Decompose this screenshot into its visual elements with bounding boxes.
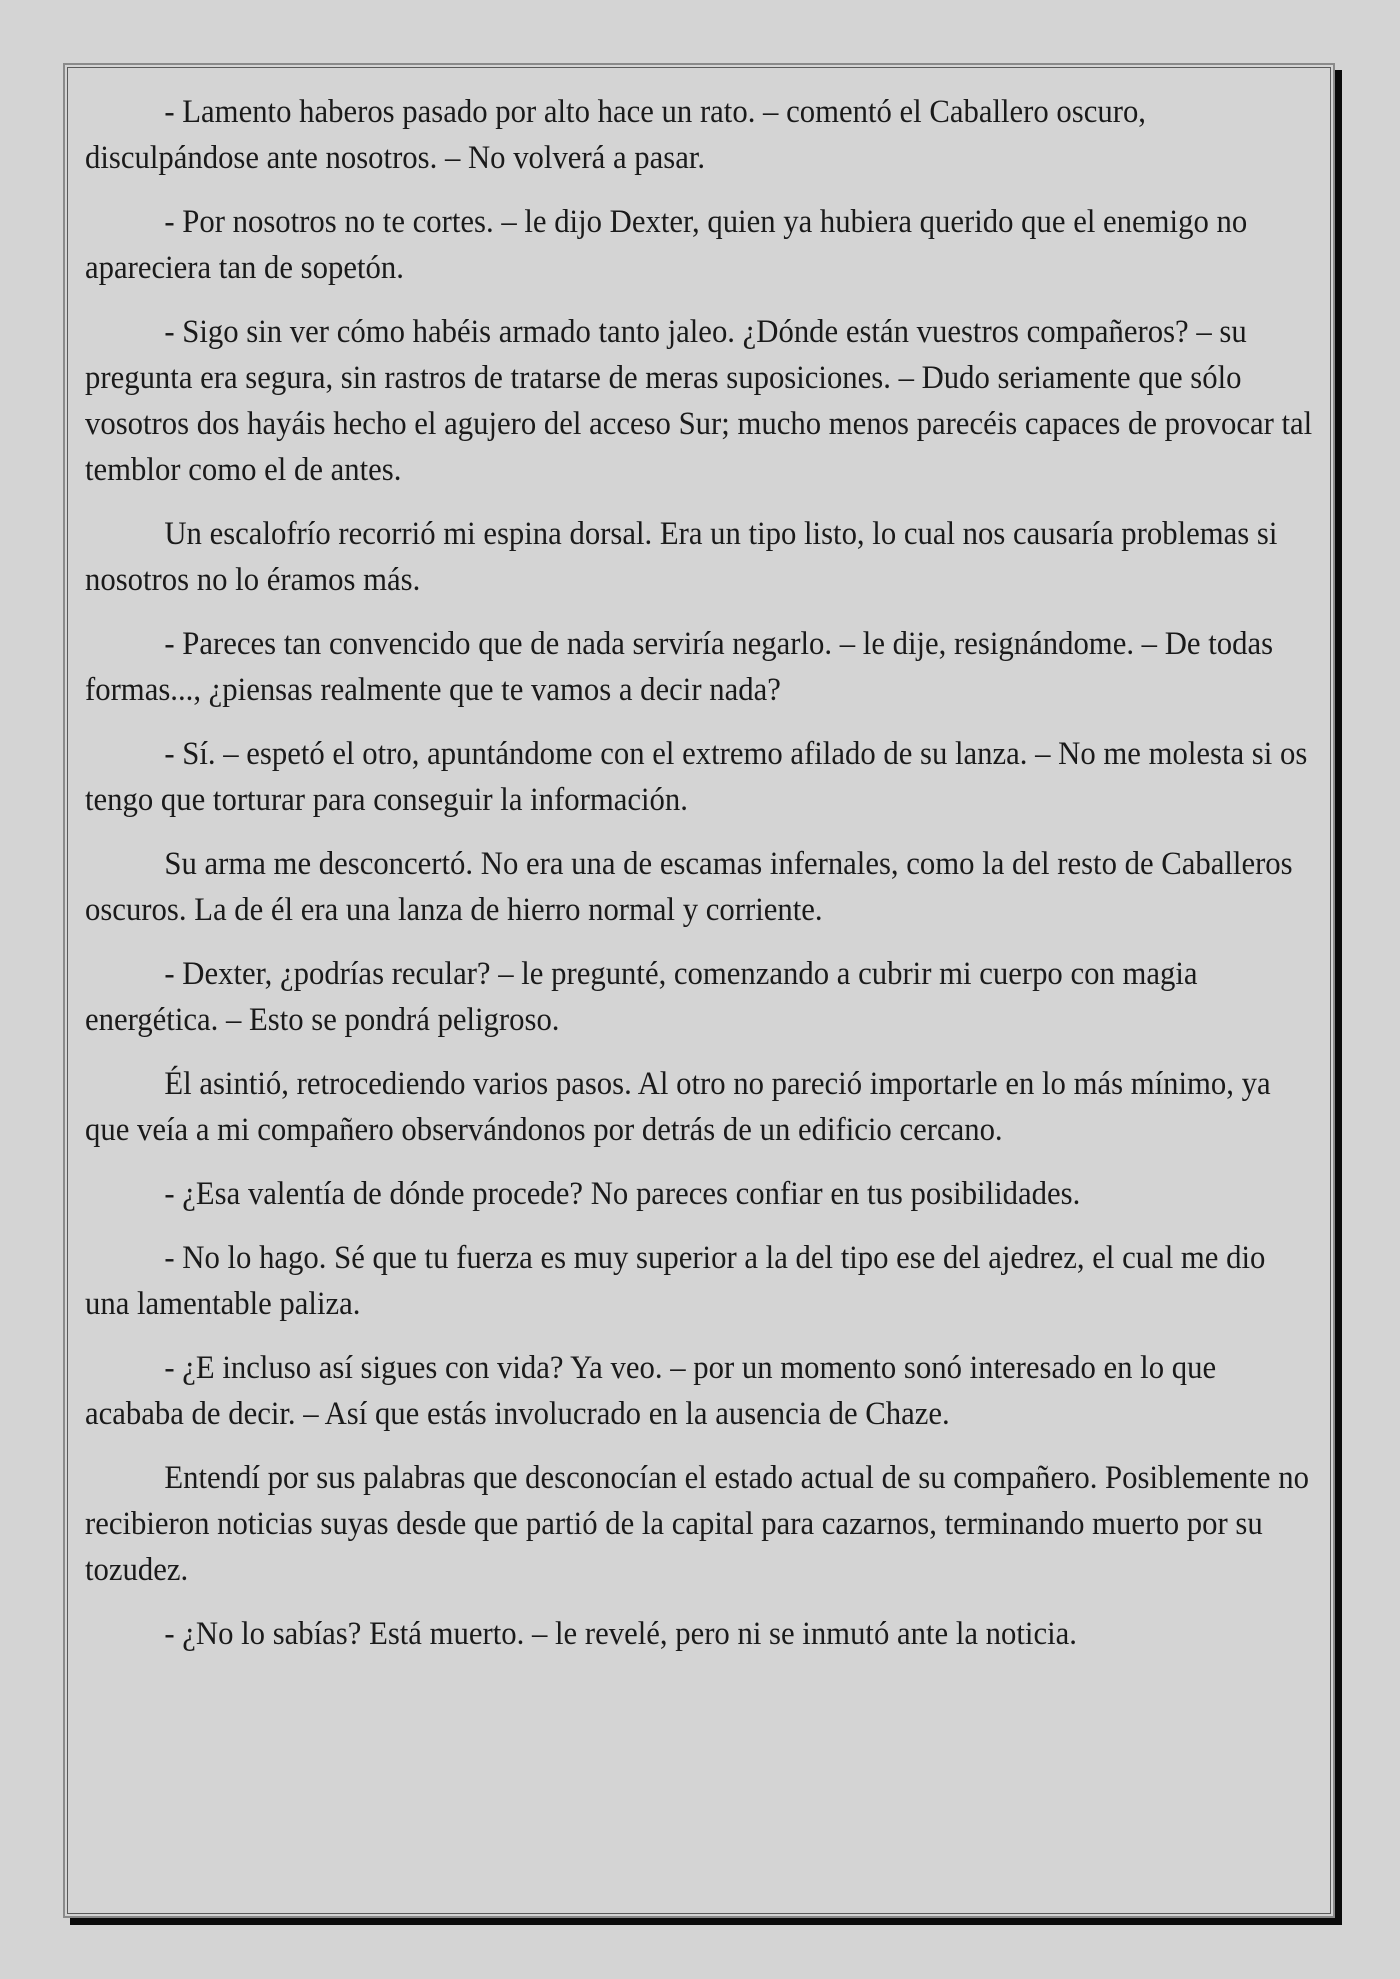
paragraph: - ¿E incluso así sigues con vida? Ya veo. – por un momento sonó interesado en lo que acababa de decir. – Así que estás involucrado en la ausencia de Chaze. <box>85 1350 1217 1432</box>
paragraph: - Por nosotros no te cortes. – le dijo Dexter, quien ya hubiera querido que el enemigo no apareciera tan de sopetón. <box>85 204 1248 286</box>
paragraph: Él asintió, retrocediendo varios pasos. Al otro no pareció importarle en lo más mínimo, ya que veía a mi compañero observándonos por detrás de un edificio cercano. <box>85 1066 1271 1148</box>
paragraph: - ¿Esa valentía de dónde procede? No pareces confiar en tus posibilidades. <box>164 1176 1081 1212</box>
paragraph: - Lamento haberos pasado por alto hace un rato. – comentó el Caballero oscuro, disculpándose ante nosotros. – No volverá a pasar. <box>85 94 1146 176</box>
paragraph: - Pareces tan convencido que de nada serviría negarlo. – le dije, resignándome. – De todas formas..., ¿piensas realmente que te vamos a decir nada? <box>85 626 1274 708</box>
paragraph: - No lo hago. Sé que tu fuerza es muy superior a la del tipo ese del ajedrez, el cual me dio una lamentable paliza. <box>85 1240 1266 1322</box>
paragraph: Su arma me desconcertó. No era una de escamas infernales, como la del resto de Caballeros oscuros. La de él era una lanza de hierro normal y corriente. <box>85 846 1293 928</box>
paragraph: - ¿No lo sabías? Está muerto. – le revelé, pero ni se inmutó ante la noticia. <box>164 1616 1077 1652</box>
document-page <box>63 63 1335 1918</box>
document-text <box>85 89 1314 1675</box>
paragraph: - Sigo sin ver cómo habéis armado tanto jaleo. ¿Dónde están vuestros compañeros? – su pregunta era segura, sin rastros de tratarse de meras suposiciones. – Dudo seriamente que sólo vosotros dos hayáis hecho el agujero del acceso Sur; mucho menos parecéis capaces de provocar tal temblor como el de antes. <box>85 314 1313 488</box>
paragraph: Entendí por sus palabras que desconocían el estado actual de su compañero. Posiblemente no recibieron noticias suyas desde que partió de la capital para cazarnos, terminando muerto por su tozudez. <box>85 1460 1309 1588</box>
paragraph: Un escalofrío recorrió mi espina dorsal. Era un tipo listo, lo cual nos causaría problemas si nosotros no lo éramos más. <box>85 516 1278 598</box>
paragraph: - Sí. – espetó el otro, apuntándome con el extremo afilado de su lanza. – No me molesta si os tengo que torturar para conseguir la información. <box>85 736 1308 818</box>
paragraph: - Dexter, ¿podrías recular? – le pregunté, comenzando a cubrir mi cuerpo con magia energética. – Esto se pondrá peligroso. <box>85 956 1198 1038</box>
